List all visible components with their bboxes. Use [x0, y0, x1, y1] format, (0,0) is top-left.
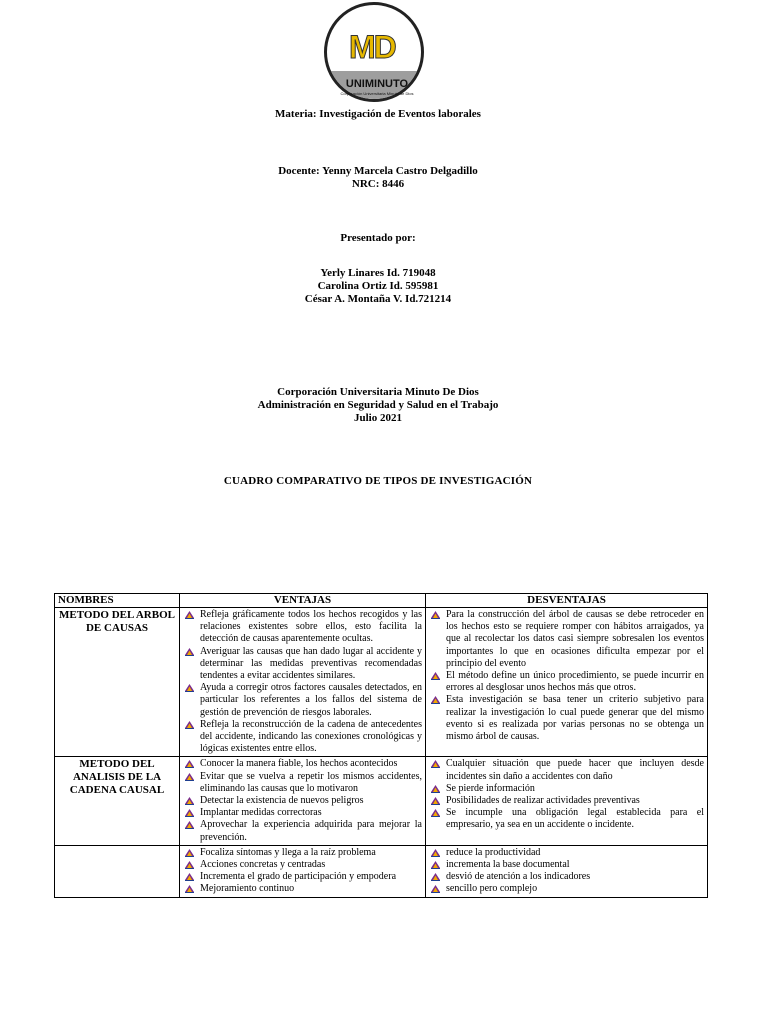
list-item-text: Ayuda a corregir otros factores causales detectados, en particular los referentes a los fallos del sistema de gestión de prevención de riesgos laborales. — [200, 682, 422, 718]
list-item — [183, 682, 422, 719]
list-item — [183, 609, 422, 646]
arrow-bullet-icon — [431, 760, 440, 768]
list-item — [183, 795, 422, 807]
arrow-bullet-icon — [431, 672, 440, 680]
arrow-bullet-icon — [185, 849, 194, 857]
arrow-bullet-icon — [185, 773, 194, 781]
list-item-text: Se incumple una obligación legal establecida para el empresario, ya sea en un accidente o incidente. — [446, 807, 704, 831]
list-item — [429, 758, 704, 782]
disadvantages-cell — [426, 845, 708, 897]
list-item-text: Detectar la existencia de nuevos peligros — [200, 795, 364, 807]
advantages-list — [183, 758, 422, 843]
list-item — [183, 871, 422, 883]
author-3: César A. Montaña V. Id.721214 — [304, 293, 452, 305]
advantages-cell — [180, 757, 426, 845]
method-name: METODO DEL ANALISIS DE LA CADENA CAUSAL — [55, 757, 180, 845]
list-item-text: Esta investigación se basa tener un criterio subjetivo para realizar la investigación lo cual puede generar que del mismo evento si es realizada por varias personas no se obtenga un mismo árbol de causas. — [446, 694, 704, 743]
disadvantages-list — [429, 758, 704, 831]
program-name: Administración en Seguridad y Salud en el Trabajo — [257, 399, 499, 411]
list-item-text: Refleja gráficamente todos los hechos recogidos y las relaciones existentes sobre ellos, esto facilita la detección de causas aparentemente ocultas. — [200, 609, 422, 645]
arrow-bullet-icon — [431, 849, 440, 857]
arrow-bullet-icon — [431, 797, 440, 805]
arrow-bullet-icon — [431, 861, 440, 869]
arrow-bullet-icon — [185, 760, 194, 768]
arrow-bullet-icon — [185, 797, 194, 805]
arrow-bullet-icon — [431, 611, 440, 619]
list-item-text: Se pierde información — [446, 782, 535, 794]
date-line: Julio 2021 — [354, 412, 402, 424]
list-item — [183, 819, 422, 843]
subject-line: Materia: Investigación de Eventos laborales — [275, 108, 481, 120]
arrow-bullet-icon — [185, 873, 194, 881]
arrow-bullet-icon — [431, 809, 440, 817]
list-item-text: Focaliza síntomas y llega a la raíz problema — [200, 846, 376, 858]
advantages-cell — [180, 608, 426, 757]
institution-name: Corporación Universitaria Minuto De Dios — [277, 386, 479, 398]
advantages-list — [183, 609, 422, 755]
list-item — [429, 795, 704, 807]
arrow-bullet-icon — [431, 785, 440, 793]
list-item-text: Evitar que se vuelva a repetir los mismos accidentes, eliminando las causas que lo motivaron — [200, 770, 422, 794]
list-item — [429, 871, 704, 883]
list-item — [429, 609, 704, 670]
list-item — [429, 859, 704, 871]
list-item-text: Implantar medidas correctoras — [200, 807, 322, 819]
nrc-line: NRC: 8446 — [351, 178, 405, 190]
list-item-text: Acciones concretas y centradas — [200, 859, 326, 871]
list-item-text: Para la construcción del árbol de causas se debe retroceder en los hechos esto se requiere romper con hábitos arraigados, ya que al recolectar los datos casi siempre sobresalen los eventos importantes lo que en ocasiones dificulta empezar por el principio del evento — [446, 609, 704, 669]
list-item — [183, 807, 422, 819]
disadvantages-cell — [426, 608, 708, 757]
list-item-text: sencillo pero complejo — [446, 883, 538, 895]
list-item-text: reduce la productividad — [446, 846, 541, 858]
list-item-text: desvió de atención a los indicadores — [446, 871, 591, 883]
list-item — [429, 807, 704, 831]
arrow-bullet-icon — [185, 648, 194, 656]
table-header-row — [55, 594, 708, 608]
disadvantages-cell — [426, 757, 708, 845]
logo-word: UNIMINUTO — [345, 78, 409, 90]
list-item-text: El método define un único procedimiento, se puede incurrir en errores al desglosar unos hechos más que otros. — [446, 670, 704, 694]
method-name — [55, 845, 180, 897]
list-item-text: Posibilidades de realizar actividades preventivas — [446, 795, 640, 807]
list-item — [183, 719, 422, 756]
uniminuto-logo — [321, 2, 433, 108]
comparison-table — [54, 593, 708, 898]
list-item — [429, 883, 704, 895]
arrow-bullet-icon — [431, 873, 440, 881]
header-names: NOMBRES — [55, 594, 180, 608]
advantages-cell — [180, 845, 426, 897]
list-item-text: Incrementa el grado de participación y empodera — [200, 871, 397, 883]
list-item — [183, 646, 422, 683]
advantages-list — [183, 847, 422, 896]
list-item — [183, 883, 422, 895]
table-row — [55, 608, 708, 757]
list-item-text: Refleja la reconstrucción de la cadena de antecedentes del accidente, indicando las conexiones cronológicas y lógicas existentes entre ellos. — [200, 718, 422, 755]
list-item — [183, 758, 422, 770]
arrow-bullet-icon — [185, 821, 194, 829]
list-item — [429, 694, 704, 743]
arrow-bullet-icon — [185, 684, 194, 692]
arrow-bullet-icon — [185, 809, 194, 817]
list-item — [183, 771, 422, 795]
logo-subtext: Corporación Universitaria Minuto de Dios — [340, 91, 414, 96]
list-item-text: incrementa la base documental — [446, 859, 570, 871]
teacher-line: Docente: Yenny Marcela Castro Delgadillo — [278, 165, 478, 177]
arrow-bullet-icon — [431, 696, 440, 704]
list-item-text: Aprovechar la experiencia adquirida para mejorar la prevención. — [200, 819, 422, 843]
list-item-text: Conocer la manera fiable, los hechos acontecidos — [200, 758, 398, 770]
arrow-bullet-icon — [431, 885, 440, 893]
header-disadvantages: DESVENTAJAS — [426, 594, 708, 608]
list-item — [183, 847, 422, 859]
arrow-bullet-icon — [185, 611, 194, 619]
document-title: CUADRO COMPARATIVO DE TIPOS DE INVESTIGACIÓN — [223, 475, 533, 487]
list-item-text: Mejoramiento continuo — [200, 883, 295, 895]
list-item — [183, 859, 422, 871]
arrow-bullet-icon — [185, 861, 194, 869]
disadvantages-list — [429, 847, 704, 896]
arrow-bullet-icon — [185, 721, 194, 729]
header-advantages: VENTAJAS — [180, 594, 426, 608]
table-row — [55, 757, 708, 845]
arrow-bullet-icon — [185, 885, 194, 893]
method-name: METODO DEL ARBOL DE CAUSAS — [55, 608, 180, 757]
logo-mark: MD — [349, 29, 395, 65]
table-row — [55, 845, 708, 897]
presented-by: Presentado por: — [340, 232, 416, 244]
list-item-text: Cualquier situación que puede hacer que incluyen desde incidentes sin daño a accidentes con daño — [446, 758, 704, 782]
author-1: Yerly Linares Id. 719048 — [320, 267, 436, 279]
list-item — [429, 847, 704, 859]
disadvantages-list — [429, 609, 704, 743]
author-2: Carolina Ortiz Id. 595981 — [317, 280, 439, 292]
list-item-text: Averiguar las causas que han dado lugar al accidente y determinar las medidas preventivas recomendadas tendentes a evitar accidentes similares. — [200, 645, 422, 682]
list-item — [429, 783, 704, 795]
list-item — [429, 670, 704, 694]
